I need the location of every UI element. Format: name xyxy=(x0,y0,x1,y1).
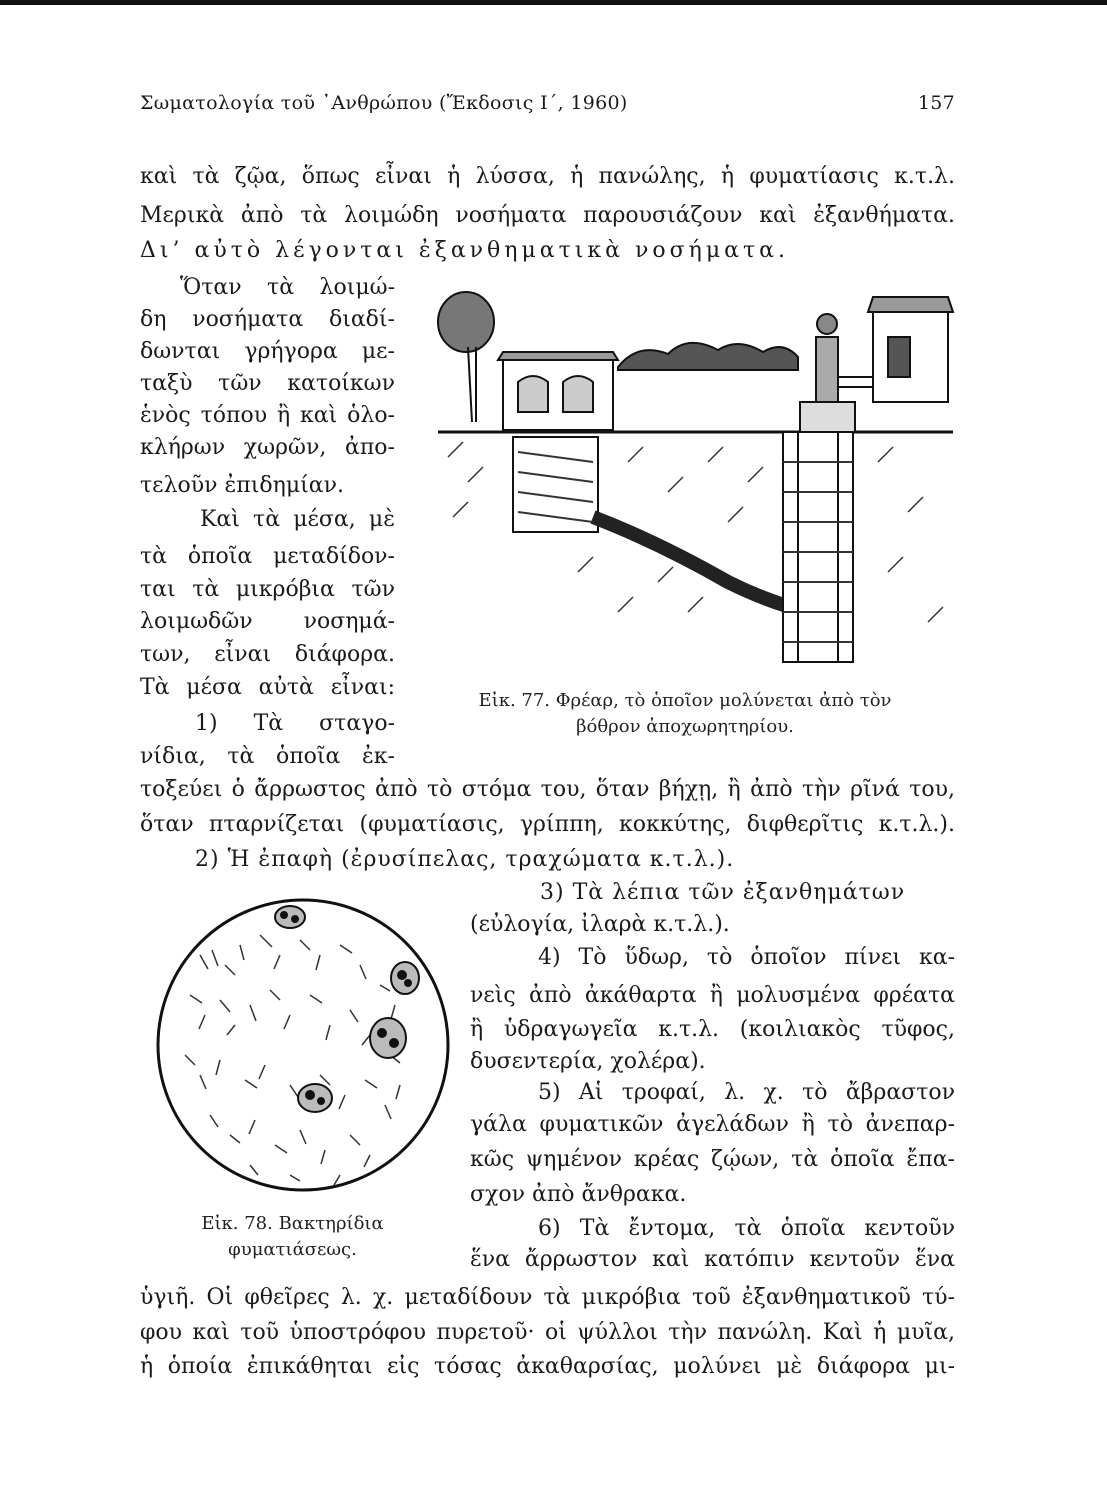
text-line: ὅταν πταρνίζεται (φυματίασις, γρίππη, κοκκύτης, διφθερῖτις κ.τ.λ.). xyxy=(140,812,955,837)
text-line: ἕνα ἄρρωστον καὶ κατόπιν κεντοῦν ἕνα xyxy=(470,1247,955,1272)
text-line: Τὰ μέσα αὐτὰ εἶναι: xyxy=(140,675,395,700)
tuberculosis-bacteria-microscope-view xyxy=(150,895,460,1205)
text-line: 5) Αἱ τροφαί, λ. χ. τὸ ἄβραστον xyxy=(538,1080,955,1105)
text-line: τοξεύει ὁ ἄρρωστος ἀπὸ τὸ στόμα του, ὅταν βήχῃ, ἢ ἀπὸ τὴν ρῖνά του, xyxy=(140,777,955,802)
text-line: ἡ ὁποία ἐπικάθηται εἰς τόσας ἀκαθαρσίας, μολύνει μὲ διάφορα μι- xyxy=(140,1354,955,1379)
figure-77-caption xyxy=(440,688,930,740)
text-line: καὶ τὰ ζῷα, ὅπως εἶναι ἡ λύσσα, ἡ πανώλης, ἡ φυματίασις κ.τ.λ. xyxy=(140,164,955,189)
text-line: νεὶς ἀπὸ ἀκάθαρτα ἢ μολυσμένα φρέατα xyxy=(470,983,955,1008)
text-line: των, εἶναι διάφορα. xyxy=(140,642,395,667)
page-top-border xyxy=(0,0,1107,5)
text-line: κῶς ψημένον κρέας ζῴων, τὰ ὁποῖα ἔπα- xyxy=(470,1147,955,1172)
text-line: ἑνὸς τόπου ἢ καὶ ὁλο- xyxy=(140,403,395,428)
text-line: ταξὺ τῶν κατοίκων xyxy=(140,371,395,396)
figure-78-caption xyxy=(150,1211,435,1263)
text-line: δυσεντερία, χολέρα). xyxy=(470,1049,706,1074)
text-line: φου καὶ τοῦ ὑποστρόφου πυρετοῦ· οἱ ψύλλοι τὴν πανώλη. Καὶ ἡ μυῖα, xyxy=(140,1320,955,1345)
running-title: Σωματολογία τοῦ ᾿Ανθρώπου (Ἔκδοσις Ι΄, 1960) xyxy=(140,92,628,114)
text-line: νίδια, τὰ ὁποῖα ἐκ- xyxy=(140,744,395,769)
text-line: σχον ἀπὸ ἄνθρακα. xyxy=(470,1182,687,1207)
text-line: (εὐλογία, ἰλαρὰ κ.τ.λ.). xyxy=(470,912,730,937)
text-line: 4) Τὸ ὕδωρ, τὸ ὁποῖον πίνει κα- xyxy=(538,945,955,970)
caption-line: Εἰκ. 77. Φρέαρ, τὸ ὁποῖον μολύνεται ἀπὸ τὸν xyxy=(478,690,892,711)
text-line: δη νοσήματα διαδί- xyxy=(140,307,395,332)
text-line: ται τὰ μικρόβια τῶν xyxy=(140,577,395,602)
text-line: τελοῦν ἐπιδημίαν. xyxy=(140,473,344,498)
text-line: 6) Τὰ ἔντομα, τὰ ὁποῖα κεντοῦν xyxy=(538,1216,955,1241)
text-line: Μερικὰ ἀπὸ τὰ λοιμώδη νοσήματα παρουσιάζουν καὶ ἐξανθήματα. xyxy=(140,203,955,228)
caption-line: φυματιάσεως. xyxy=(228,1239,357,1260)
text-line: ὑγιῆ. Οἱ φθεῖρες λ. χ. μεταδίδουν τὰ μικρόβια τοῦ ἐξανθηματικοῦ τύ- xyxy=(140,1285,955,1310)
text-line: τὰ ὁποῖα μεταδίδον- xyxy=(140,544,395,569)
text-line: 2) Ἡ ἐπαφὴ (ἐρυσίπελας, τραχώματα κ.τ.λ.). xyxy=(195,847,735,872)
text-line: Καὶ τὰ μέσα, μὲ xyxy=(200,507,395,532)
text-line: Δι’ αὐτὸ λέγονται ἐξανθηματικὰ νοσήματα. xyxy=(140,238,790,263)
well-contamination-illustration xyxy=(428,282,960,672)
caption-line: Εἰκ. 78. Βακτηρίδια xyxy=(201,1213,384,1234)
text-line: 1) Τὰ σταγο- xyxy=(195,711,395,736)
text-line: γάλα φυματικῶν ἀγελάδων ἢ τὸ ἀνεπαρ- xyxy=(470,1112,955,1137)
text-line: ἢ ὑδραγωγεῖα κ.τ.λ. (κοιλιακὸς τῦφος, xyxy=(470,1017,955,1042)
text-line: δωνται γρήγορα με- xyxy=(140,339,395,364)
text-line: Ὅταν τὰ λοιμώ- xyxy=(180,275,395,300)
caption-line: βόθρον ἀποχωρητηρίου. xyxy=(576,716,794,737)
text-line: 3) Τὰ λέπια τῶν ἐξανθημάτων xyxy=(540,880,906,905)
text-line: κλήρων χωρῶν, ἀπο- xyxy=(140,435,395,460)
text-line: λοιμωδῶν νοσημά- xyxy=(140,609,395,634)
page-number: 157 xyxy=(917,92,955,114)
